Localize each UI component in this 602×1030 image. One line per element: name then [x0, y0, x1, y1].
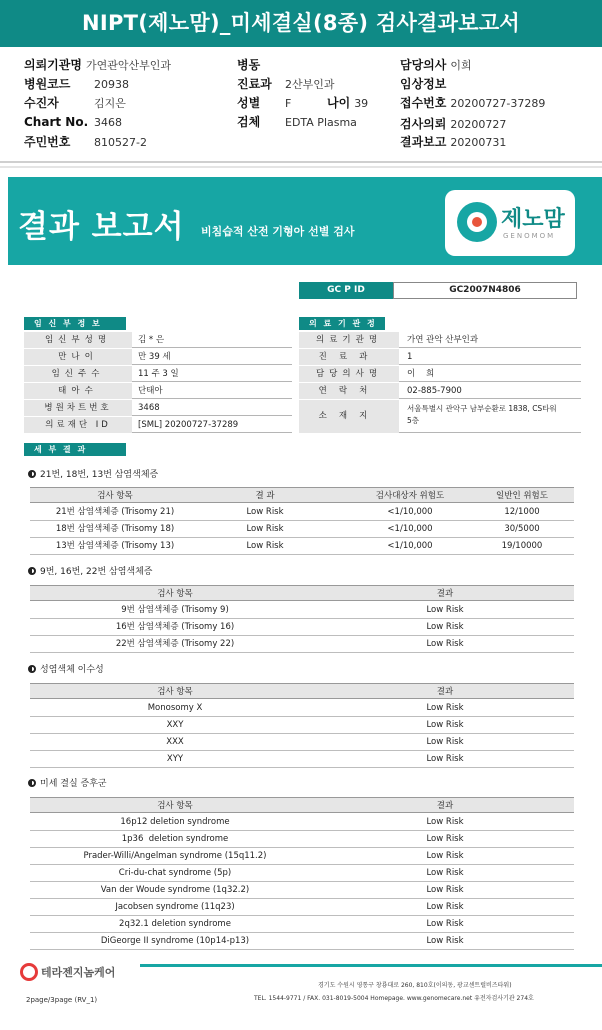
test-item: XYY — [166, 754, 184, 764]
table-row — [30, 899, 574, 916]
info-value: 02-885-7900 — [407, 386, 462, 396]
sex-chromosome-table — [30, 683, 574, 767]
table-row — [30, 717, 574, 734]
result: Low Risk — [426, 720, 464, 730]
info-label: 연락처 — [299, 383, 399, 399]
info-row — [299, 332, 581, 348]
table-row — [30, 751, 574, 768]
result: Low Risk — [246, 541, 284, 551]
info-label: 의료기관명 — [299, 332, 399, 348]
result: Low Risk — [426, 936, 464, 946]
patient-value: 김지은 — [94, 97, 126, 110]
doctor-label: 담당의사 — [400, 58, 447, 72]
page-number: 2page/3page (RV_1) — [26, 996, 98, 1004]
test-item: 18번 삼염색체증 (Trisomy 18) — [55, 524, 175, 534]
footer-contact: TEL. 1544-9771 / FAX. 031-8019-5004 Homepage. www.genomecare.net 유전자검사기관 274호 — [254, 995, 534, 1002]
header-general-risk: 일반인 위험도 — [496, 491, 548, 501]
table-header — [30, 585, 574, 601]
request-label: 검사의뢰 — [400, 117, 447, 131]
table-row — [30, 619, 574, 636]
info-value: 11 주 3 일 — [138, 369, 179, 379]
trisomy-major-table — [30, 487, 574, 554]
test-item: DiGeorge II syndrome (10p14-p13) — [100, 936, 250, 946]
header-subject-risk: 검사대상자 위험도 — [375, 491, 445, 501]
subject-risk: <1/10,000 — [387, 524, 433, 534]
age-value: 39 — [354, 97, 369, 110]
test-item: 13번 삼염색체증 (Trisomy 13) — [55, 541, 175, 551]
info-label: 진료과 — [299, 349, 399, 365]
info-label: 태아수 — [24, 383, 132, 399]
info-value-line2: 5층 — [407, 416, 420, 425]
code-value: 20938 — [94, 78, 129, 91]
result: Low Risk — [426, 834, 464, 844]
result: Low Risk — [426, 885, 464, 895]
info-value: 3468 — [138, 403, 160, 413]
test-item: XXY — [166, 720, 184, 730]
header-result: 결과 — [436, 589, 454, 599]
result: Low Risk — [426, 817, 464, 827]
info-value: 1 — [407, 352, 413, 362]
terragen-logo: 테라젠지놈케어 — [20, 963, 115, 981]
detail-results-section: 세 부 결 과 — [24, 443, 126, 456]
test-item: Van der Woude syndrome (1q32.2) — [100, 885, 250, 895]
specimen-value: EDTA Plasma — [285, 116, 357, 129]
section-bullet-icon — [28, 567, 36, 575]
result: Low Risk — [426, 703, 464, 713]
clinical-label: 임상정보 — [400, 77, 447, 91]
test-item: Cri-du-chat syndrome (5p) — [118, 868, 232, 878]
logo-mark-icon — [457, 202, 497, 242]
specimen-label: 검체 — [237, 115, 261, 129]
order-info-panel — [0, 50, 602, 162]
hospital-value: 가연관악산부인과 — [85, 59, 171, 72]
report-card — [8, 172, 602, 1030]
result: Low Risk — [426, 902, 464, 912]
result: Low Risk — [426, 868, 464, 878]
info-row — [299, 400, 581, 433]
doctor-value: 이희 — [450, 59, 472, 72]
test-item: 9번 삼염색체증 (Trisomy 9) — [121, 605, 229, 615]
code-label: 병원코드 — [24, 77, 71, 91]
info-label: 임신주수 — [24, 366, 132, 382]
chart-value: 3468 — [94, 116, 122, 129]
sex-value: F — [285, 97, 292, 110]
general-risk: 12/1000 — [504, 507, 540, 517]
result: Low Risk — [426, 754, 464, 764]
info-value: 이 희 — [407, 369, 435, 379]
table-row — [30, 831, 574, 848]
result: Low Risk — [426, 639, 464, 649]
report-title: 결과 보고서 — [18, 209, 185, 245]
subject-risk: <1/10,000 — [387, 541, 433, 551]
info-row — [299, 366, 581, 382]
group4-title: 미세 결실 증후군 — [28, 776, 107, 789]
sex-label: 성별 — [237, 96, 261, 110]
result: Low Risk — [426, 605, 464, 615]
info-label: 소재지 — [299, 400, 399, 433]
divider — [0, 161, 602, 163]
header-result: 결과 — [436, 801, 454, 811]
header-item: 검사 항목 — [157, 687, 193, 697]
info-row — [24, 366, 292, 382]
table-row — [30, 814, 574, 831]
info-label: 병원차트번호 — [24, 400, 132, 416]
patient-label: 수진자 — [24, 96, 59, 110]
info-label: 만나이 — [24, 349, 132, 365]
table-row — [30, 734, 574, 751]
rrn-label: 주민번호 — [24, 135, 71, 149]
test-item: XXX — [166, 737, 184, 747]
table-header — [30, 683, 574, 699]
info-value: [SML] 20200727-37289 — [138, 420, 239, 430]
info-value: 만 39 세 — [138, 352, 171, 362]
hospital-label: 의뢰기관명 — [24, 58, 82, 72]
report-date-label: 결과보고 — [400, 135, 447, 149]
test-item: 22번 삼염색체증 (Trisomy 22) — [115, 639, 235, 649]
institution-info-section: 의 료 기 관 정 — [299, 317, 385, 330]
microdeletion-table — [30, 797, 574, 949]
general-risk: 30/5000 — [504, 524, 540, 534]
table-row — [30, 538, 574, 555]
trisomy-minor-table — [30, 585, 574, 652]
table-row — [30, 504, 574, 521]
group2-title: 9번, 16번, 22번 삼염색체증 — [28, 564, 153, 577]
result: Low Risk — [246, 507, 284, 517]
test-item: 1p36 deletion syndrome — [121, 834, 229, 844]
info-row — [24, 332, 292, 348]
info-row — [24, 400, 292, 416]
test-item: Monosomy X — [147, 703, 203, 713]
report-subtitle: 비침습적 산전 기형아 선별 검사 — [201, 225, 355, 238]
info-value: 김 * 은 — [138, 335, 165, 345]
section-bullet-icon — [28, 665, 36, 673]
footer-divider — [140, 964, 602, 967]
info-row — [299, 383, 581, 399]
footer-address: 경기도 수원시 영통구 창룡대로 260, 810호(이의동, 광교센트럴비즈타워) — [318, 982, 512, 989]
info-value: 단태아 — [138, 386, 163, 396]
gcid-value: GC2007N4806 — [393, 282, 577, 299]
group1-title: 21번, 18번, 13번 삼염색체증 — [28, 467, 158, 480]
table-row — [30, 521, 574, 538]
table-row — [30, 848, 574, 865]
company-logo-icon — [20, 963, 38, 981]
test-item: 16p12 deletion syndrome — [120, 817, 230, 827]
info-label: 임신부성명 — [24, 332, 132, 348]
header-item: 검사 항목 — [157, 801, 193, 811]
result: Low Risk — [426, 737, 464, 747]
test-item: Jacobsen syndrome (11q23) — [115, 902, 235, 912]
accession-value: 20200727-37289 — [450, 97, 546, 110]
info-value: 서울특별시 관악구 남부순환로 1838, CS타워 — [407, 404, 557, 413]
table-row — [30, 916, 574, 933]
chart-label: Chart No. — [24, 115, 89, 129]
dept-value: 2산부인과 — [285, 78, 335, 91]
general-risk: 19/10000 — [501, 541, 543, 551]
rrn-value: 810527-2 — [94, 136, 147, 149]
divider — [0, 166, 602, 168]
test-item: 2q32.1 deletion syndrome — [119, 919, 231, 929]
header-result: 결과 — [436, 687, 454, 697]
info-row — [24, 383, 292, 399]
table-row — [30, 602, 574, 619]
info-value: 가연 관악 산부인과 — [407, 335, 479, 345]
age-label: 나이 — [327, 96, 351, 110]
genomom-logo — [445, 190, 575, 256]
subject-risk: <1/10,000 — [387, 507, 433, 517]
table-header — [30, 487, 574, 503]
dept-label: 진료과 — [237, 77, 272, 91]
section-bullet-icon — [28, 470, 36, 478]
request-value: 20200727 — [450, 118, 507, 131]
test-item: 16번 삼염색체증 (Trisomy 16) — [115, 622, 235, 632]
info-label: 담당의사명 — [299, 366, 399, 382]
header-item: 검사 항목 — [157, 589, 193, 599]
result: Low Risk — [426, 919, 464, 929]
result: Low Risk — [246, 524, 284, 534]
report-header — [8, 177, 602, 265]
info-label: 의료재단 ID — [24, 417, 132, 433]
info-row — [24, 417, 292, 433]
result: Low Risk — [426, 622, 464, 632]
header-item: 검사 항목 — [97, 491, 133, 501]
header-result: 결 과 — [255, 491, 275, 501]
table-header — [30, 797, 574, 813]
logo-text: 제노맘 — [501, 207, 565, 232]
test-item: Prader-Willi/Angelman syndrome (15q11.2) — [83, 851, 267, 861]
table-row — [30, 865, 574, 882]
info-row — [24, 349, 292, 365]
pregnant-info-section: 임 신 부 정 보 — [24, 317, 126, 330]
accession-label: 접수번호 — [400, 96, 447, 110]
table-row — [30, 700, 574, 717]
table-row — [30, 933, 574, 950]
info-row — [299, 349, 581, 365]
group3-title: 성염색체 이수성 — [28, 662, 104, 675]
result: Low Risk — [426, 851, 464, 861]
report-date-value: 20200731 — [450, 136, 507, 149]
logo-subtext: GENOMOM — [503, 232, 556, 240]
gcid-label: GC P ID — [299, 282, 393, 299]
test-item: 21번 삼염색체증 (Trisomy 21) — [55, 507, 175, 517]
table-row — [30, 636, 574, 653]
section-bullet-icon — [28, 779, 36, 787]
ward-label: 병동 — [237, 58, 261, 72]
table-row — [30, 882, 574, 899]
report-banner-title: NIPT(제노맘)_미세결실(8종) 검사결과보고서 — [0, 0, 602, 47]
